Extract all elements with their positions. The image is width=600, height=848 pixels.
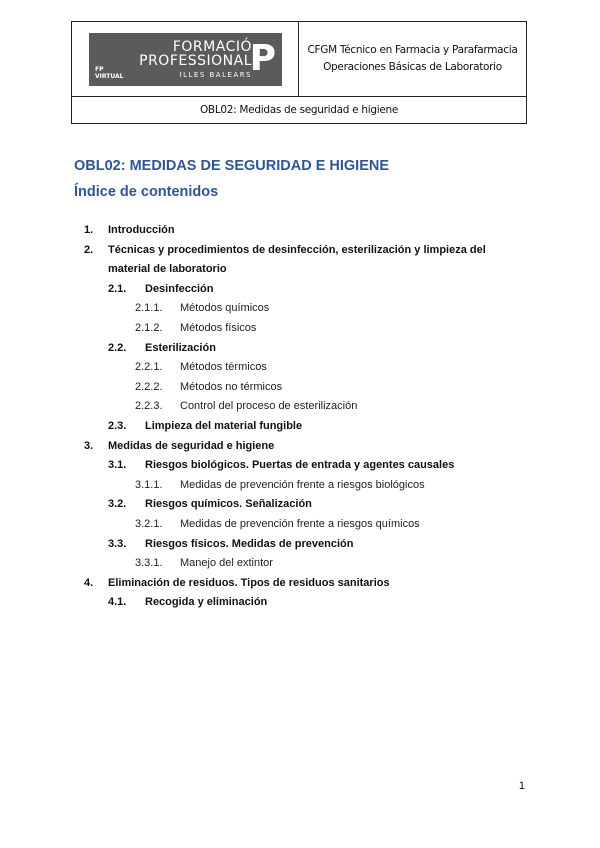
toc-entry[interactable] <box>0 535 600 555</box>
toc-entry[interactable] <box>0 397 600 417</box>
toc-entry[interactable] <box>0 241 600 280</box>
toc-entry-title: Introducción <box>108 224 175 236</box>
header-unit-cell <box>72 96 526 123</box>
fp-logo <box>89 33 282 86</box>
toc-entry-title: Métodos químicos <box>180 302 270 315</box>
toc-entry-number: 3. <box>84 439 94 452</box>
header-logo-cell <box>72 22 299 96</box>
document-title: OBL02: MEDIDAS DE SEGURIDAD E HIGIENE <box>74 158 390 174</box>
toc-entry-number: 2.2.3. <box>135 400 163 413</box>
toc-entry-number: 3.2.1. <box>135 517 163 530</box>
toc-entry-number: 4.1. <box>108 596 127 609</box>
course-name: CFGM Técnico en Farmacia y Parafarmacia <box>307 44 518 56</box>
toc-heading: Índice de contenidos <box>74 184 219 200</box>
toc-entry[interactable] <box>0 319 600 339</box>
toc-entry[interactable] <box>0 593 600 613</box>
toc-entry[interactable] <box>0 495 600 515</box>
toc-entry[interactable] <box>0 417 600 437</box>
toc-entry-number: 2. <box>84 243 94 256</box>
toc-entry-number: 4. <box>84 576 94 589</box>
toc-entry[interactable] <box>0 299 600 319</box>
toc-entry-title: Control del proceso de esterilización <box>180 400 358 413</box>
toc-entry-number: 3.2. <box>108 498 127 511</box>
toc-entry[interactable] <box>0 358 600 378</box>
toc-entry-title: Métodos físicos <box>180 321 257 334</box>
toc-entry-number: 3.3. <box>108 537 127 550</box>
toc-entry-title: Recogida y eliminación <box>145 596 268 609</box>
toc-entry-number: 3.1. <box>108 459 127 472</box>
toc-entry-number: 2.1. <box>108 282 127 295</box>
unit-name: OBL02: Medidas de seguridad e higiene <box>199 104 399 116</box>
toc-entry-number: 2.3. <box>108 419 127 432</box>
toc-entry[interactable] <box>0 515 600 535</box>
toc-entry-title: Medidas de prevención frente a riesgos químicos <box>180 517 420 530</box>
table-of-contents <box>0 221 600 613</box>
module-name: Operaciones Básicas de Laboratorio <box>323 61 502 73</box>
toc-entry-title: Riesgos biológicos. Puertas de entrada y agentes causales <box>145 459 455 472</box>
toc-entry[interactable] <box>0 554 600 574</box>
toc-entry-number: 2.2. <box>108 341 127 354</box>
toc-entry-title: Métodos no térmicos <box>180 380 283 393</box>
toc-entry[interactable] <box>0 437 600 457</box>
logo-line2: PROFESSIONAL <box>139 53 252 69</box>
logo-fp-virtual <box>95 66 123 80</box>
toc-entry-title: Riesgos químicos. Señalización <box>145 498 312 511</box>
toc-entry-title: Manejo del extintor <box>180 557 273 570</box>
logo-line1: FORMACIÓ <box>172 39 252 55</box>
toc-entry-number: 2.2.2. <box>135 380 163 393</box>
page-number: 1 <box>518 780 525 792</box>
toc-entry[interactable] <box>0 574 600 594</box>
toc-entry-title: Limpieza del material fungible <box>145 419 303 432</box>
logo-p-mark: P <box>249 38 276 79</box>
toc-entry[interactable] <box>0 378 600 398</box>
toc-entry-title: Técnicas y procedimientos de desinfección, esterilización y limpieza del material de laboratorio <box>108 243 486 276</box>
toc-entry-number: 2.1.2. <box>135 321 163 334</box>
toc-entry-number: 1. <box>84 224 94 236</box>
logo-small-line2: VIRTUAL <box>95 73 124 80</box>
toc-entry[interactable] <box>0 221 600 241</box>
toc-entry-title: Medidas de prevención frente a riesgos biológicos <box>180 478 425 491</box>
toc-entry-number: 2.1.1. <box>135 302 163 315</box>
logo-line3: ILLES BALEARS <box>179 71 252 79</box>
toc-entry-title: Métodos térmicos <box>180 361 267 374</box>
toc-entry-number: 3.1.1. <box>135 478 163 491</box>
toc-entry-title: Desinfección <box>145 282 214 295</box>
toc-entry[interactable] <box>0 476 600 496</box>
header-course-cell <box>299 22 526 96</box>
toc-entry[interactable] <box>0 280 600 300</box>
toc-entry-title: Eliminación de residuos. Tipos de residuos sanitarios <box>108 576 390 589</box>
toc-entry-title: Riesgos físicos. Medidas de prevención <box>145 537 354 550</box>
logo-small-line1: FP <box>95 66 104 73</box>
toc-entry[interactable] <box>0 339 600 359</box>
toc-entry-number: 2.2.1. <box>135 361 163 374</box>
toc-entry-title: Esterilización <box>145 341 216 354</box>
toc-entry-title: Medidas de seguridad e higiene <box>108 439 275 452</box>
header-table <box>71 21 527 124</box>
toc-entry-number: 3.3.1. <box>135 557 163 570</box>
toc-entry[interactable] <box>0 456 600 476</box>
